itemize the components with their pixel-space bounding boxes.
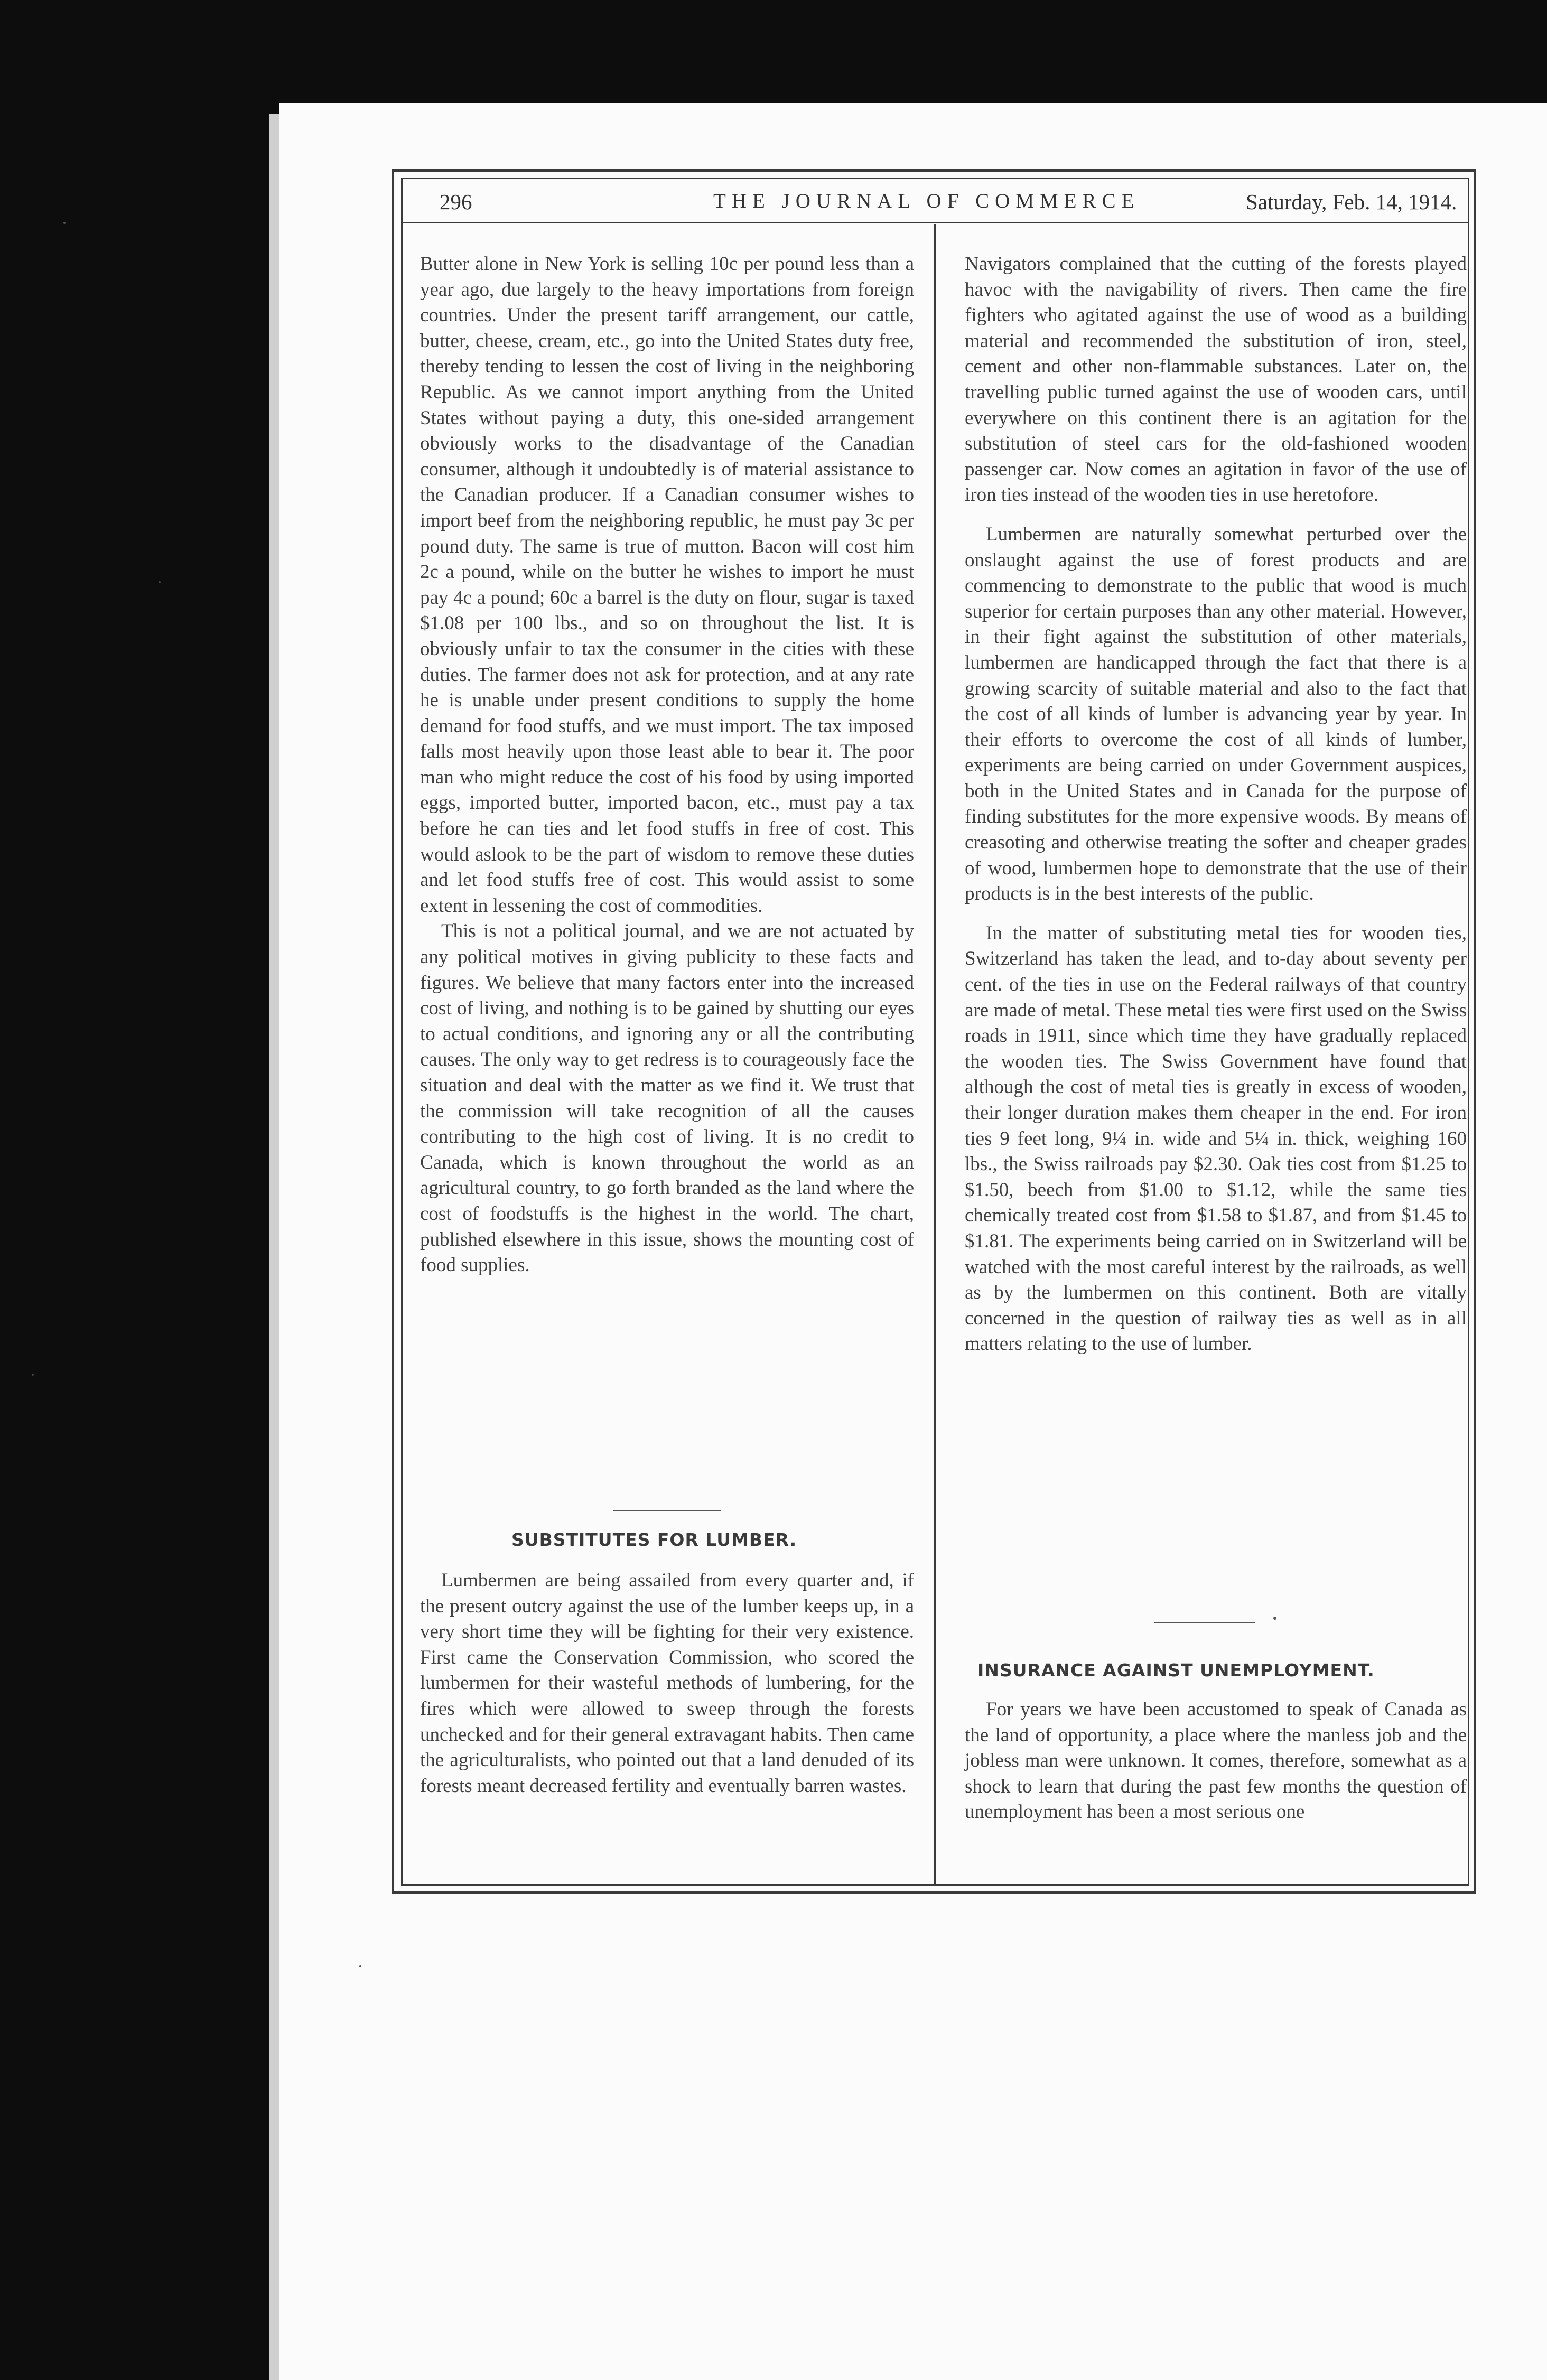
right-column-unemployment-article <box>965 1697 1467 1825</box>
article-paragraph: Lumbermen are naturally somewhat perturbed over the onslaught against the use of forest products and are commencing to demonstrate to the public that wood is much superior for certain purposes than any other material. However, in their fight against the substitution of other materials, lumbermen are handicapped through the fact that there is a growing scarcity of suitable material and also to the fact that the cost of all kinds of lumber is advancing year by year. In their efforts to overcome the cost of all kinds of lumber, experiments are being carried on under Government auspices, both in the United States and in Canada for the purpose of finding substitutes for the more expensive woods. By means of creasoting and otherwise treating the softer and cheaper grades of wood, lumbermen hope to demonstrate that the use of their products is in the best interests of the public. <box>965 523 1467 905</box>
separator-dot <box>1273 1617 1276 1620</box>
article-paragraph: Butter alone in New York is selling 10c per pound less than a year ago, due largely to the heavy importations from foreign countries. Under the present tariff arrangement, our cattle, butter, cheese, cream, etc., go into the United States duty free, thereby tending to lessen the cost of living in the neighboring Republic. As we cannot import anything from the United States without paying a duty, this one-sided arrangement obviously works to the disadvantage of the Canadian consumer, although it undoubtedly is of material assistance to the Canadian producer. If a Canadian consumer wishes to import beef from the neighboring republic, he must pay 3c per pound duty. The same is true of mutton. Bacon will cost him 2c a pound, while on the butter he wishes to import he must pay 4c a pound; 60c a barrel is the duty on flour, sugar is taxed $1.08 per 100 lbs., and so on throughout the list. It is obviously unfair to tax the consumer in the cities with these duties. The farmer does not ask for protection, and at any rate he is unable under present conditions to supply the home demand for food stuffs, and we must import. The tax imposed falls most heavily upon those least able to bear it. The poor man who might reduce the cost of his food by using imported eggs, imported butter, imported bacon, etc., must pay a tax before he can ties and let food stuffs in free of cost. This would aslook to be the part of wisdom to remove these duties and let food stuffs free of cost. This would assist to some extent in lessening the cost of commodities. <box>420 253 914 917</box>
dust-speck <box>159 581 161 583</box>
dust-speck <box>63 222 66 224</box>
article-paragraph: For years we have been accustomed to speak of Canada as the land of opportunity, a place where the manless job and the jobless man were unknown. It comes, therefore, somewhat as a shock to learn that during the past few months the question of unemployment has been a most serious one <box>965 1698 1467 1823</box>
article-heading-lumber: SUBSTITUTES FOR LUMBER. <box>511 1529 797 1550</box>
left-column-article <box>420 251 914 1278</box>
right-column-article <box>965 251 1467 1357</box>
article-heading-unemployment: INSURANCE AGAINST UNEMPLOYMENT. <box>977 1660 1375 1681</box>
left-column-lumber-article <box>420 1568 914 1799</box>
journal-title: THE JOURNAL OF COMMERCE <box>713 190 1140 212</box>
article-paragraph: In the matter of substituting metal ties for wooden ties, Switzerland has taken the lead, and to-day about seventy per cent. of the ties in use on the Federal railways of that country are made of metal. These metal ties were first used on the Swiss roads in 1911, since which time they have gradually replaced the wooden ties. The Swiss Government have found that although the cost of metal ties is greatly in excess of wooden, their longer duration makes them cheaper in the end. For iron ties 9 feet long, 9¼ in. wide and 5¼ in. thick, weighing 160 lbs., the Swiss railroads pay $2.30. Oak ties cost from $1.25 to $1.50, beech from $1.00 to $1.12, while the same ties chemically treated cost from $1.58 to $1.87, and from $1.45 to $1.81. The experiments being carried on in Switzerland will be watched with the most careful interest by the railroads, as well as by the lumbermen on this continent. Both are vitally concerned in the question of railway ties as well as in all matters relating to the use of lumber. <box>965 922 1467 1355</box>
header-rule <box>403 222 1468 223</box>
dust-speck <box>359 1965 361 1967</box>
section-separator <box>613 1510 721 1511</box>
section-separator <box>1154 1622 1255 1623</box>
article-paragraph: Lumbermen are being assailed from every quarter and, if the present outcry against the use of the lumber keeps up, in a very short time they will be fighting for their very existence. First came the Conservation Commission, who scored the lumbermen for their wasteful methods of lumbering, for the fires which were allowed to sweep through the forests unchecked and for their general extravagant habits. Then came the agriculturalists, who pointed out that a land denuded of its forests meant decreased fertility and eventually barren wastes. <box>420 1570 914 1797</box>
issue-date: Saturday, Feb. 14, 1914. <box>1246 190 1457 214</box>
article-paragraph: Navigators complained that the cutting of the forests played havoc with the navigability of rivers. Then came the fire fighters who agitated against the use of wood as a building material and recommended the substitution of iron, steel, cement and other non-flammable substances. Later on, the travelling public turned against the use of wooden cars, until everywhere on this continent there is an agitation for the substitution of steel cars for the old-fashioned wooden passenger car. Now comes an agitation in favor of the use of iron ties instead of the wooden ties in use heretofore. <box>965 253 1467 506</box>
column-divider <box>934 224 936 1884</box>
page-number: 296 <box>440 190 472 214</box>
article-paragraph: This is not a political journal, and we are not actuated by any political motives in giving publicity to these facts and figures. We believe that many factors enter into the increased cost of living, and nothing is to be gained by shutting our eyes to actual conditions, and ignoring any or all the contributing causes. The only way to get redress is to courageously face the situation and deal with the matter as we find it. We trust that the commission will take recognition of all the causes contributing to the high cost of living. It is no credit to Canada, which is known throughout the world as an agricultural country, to go forth branded as the land where the cost of foodstuffs is the highest in the world. The chart, published elsewhere in this issue, shows the mounting cost of food supplies. <box>420 920 914 1276</box>
dust-speck <box>32 1374 34 1376</box>
